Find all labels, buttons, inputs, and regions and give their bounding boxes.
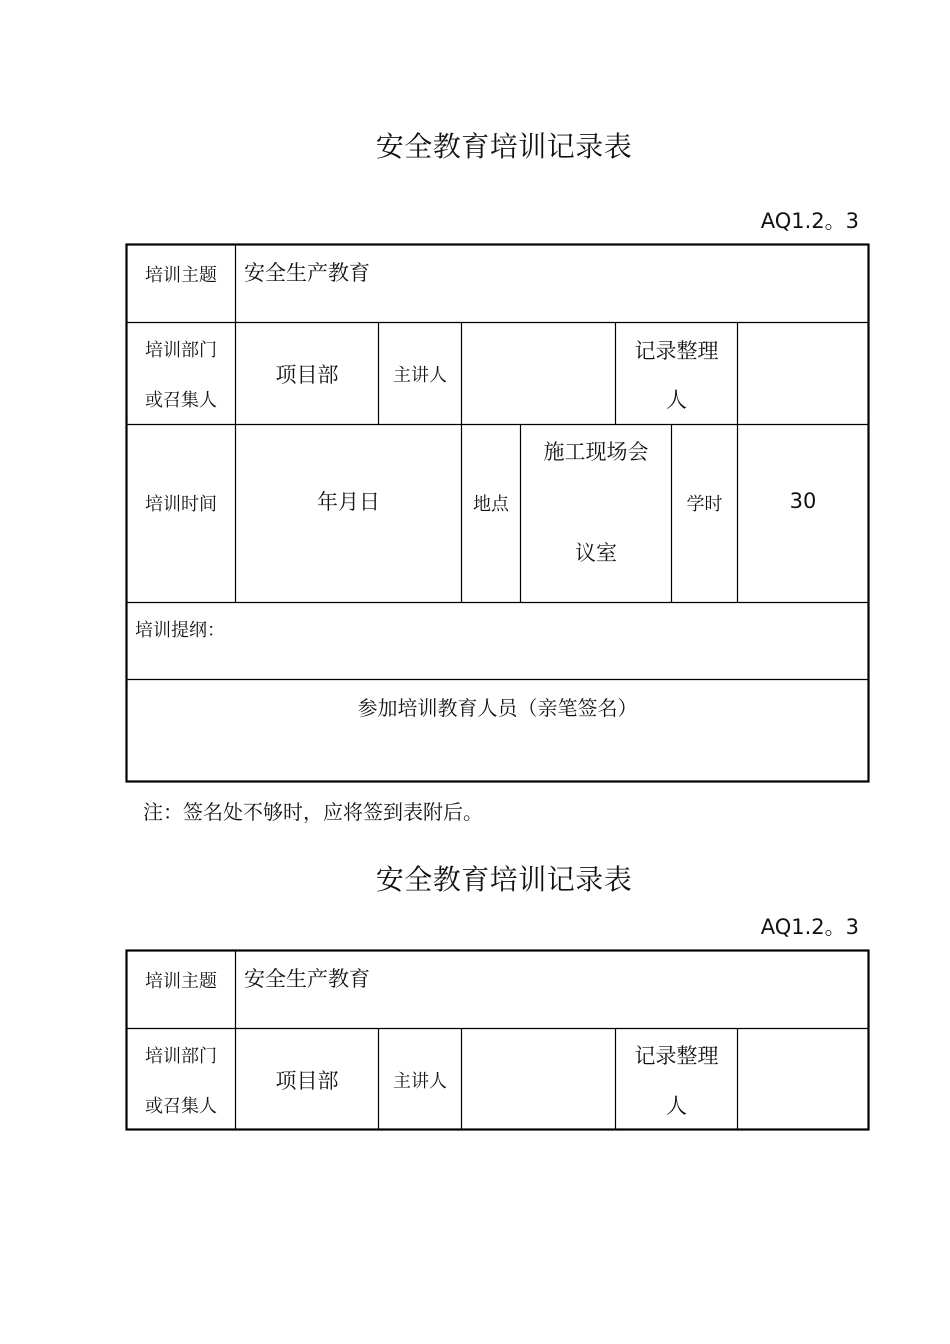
speaker-label: 主讲人 xyxy=(393,364,447,386)
recorder-value-repeat xyxy=(738,1029,868,1130)
speaker-label-repeat: 主讲人 xyxy=(393,1070,447,1092)
hours-label: 学时 xyxy=(686,494,723,515)
topic-value-repeat: 安全生产教育 xyxy=(244,967,370,991)
doc-code-repeat: AQ1.2。3 xyxy=(760,915,859,939)
topic-label-repeat: 培训主题 xyxy=(145,970,217,992)
doc-title: 安全教育培训记录表 xyxy=(375,130,633,163)
doc-code: AQ1.2。3 xyxy=(760,209,859,233)
hours-value: 30 xyxy=(789,489,817,513)
dept-label-line1: 培训部门 xyxy=(145,340,217,361)
doc-title-repeat: 安全教育培训记录表 xyxy=(375,863,633,896)
dept-value: 项目部 xyxy=(275,362,339,387)
topic-label: 培训主题 xyxy=(145,264,217,286)
location-label: 地点 xyxy=(473,494,509,515)
location-value-line2: 议室 xyxy=(575,541,617,565)
signature-note: 注：签名处不够时，应将签到表附后。 xyxy=(143,800,483,824)
time-label: 培训时间 xyxy=(145,494,217,515)
recorder-label-line1: 记录整理 xyxy=(634,339,719,363)
recorder-label-line2: 人 xyxy=(666,388,687,412)
dept-value-repeat: 项目部 xyxy=(275,1068,339,1093)
location-value-line1: 施工现场会 xyxy=(543,440,649,464)
outline-label: 培训提纲： xyxy=(135,620,225,641)
dept-label-line2-repeat: 或召集人 xyxy=(145,1096,217,1117)
recorder-label-line2-repeat: 人 xyxy=(666,1094,687,1118)
speaker-value-repeat xyxy=(462,1029,615,1130)
dept-label-line2: 或召集人 xyxy=(145,390,217,411)
dept-label-line1-repeat: 培训部门 xyxy=(145,1046,217,1067)
recorder-label-line1-repeat: 记录整理 xyxy=(634,1044,719,1068)
time-value: 年月日 xyxy=(317,490,380,514)
topic-value: 安全生产教育 xyxy=(244,261,370,285)
participants-label: 参加培训教育人员（亲笔签名） xyxy=(357,695,638,720)
